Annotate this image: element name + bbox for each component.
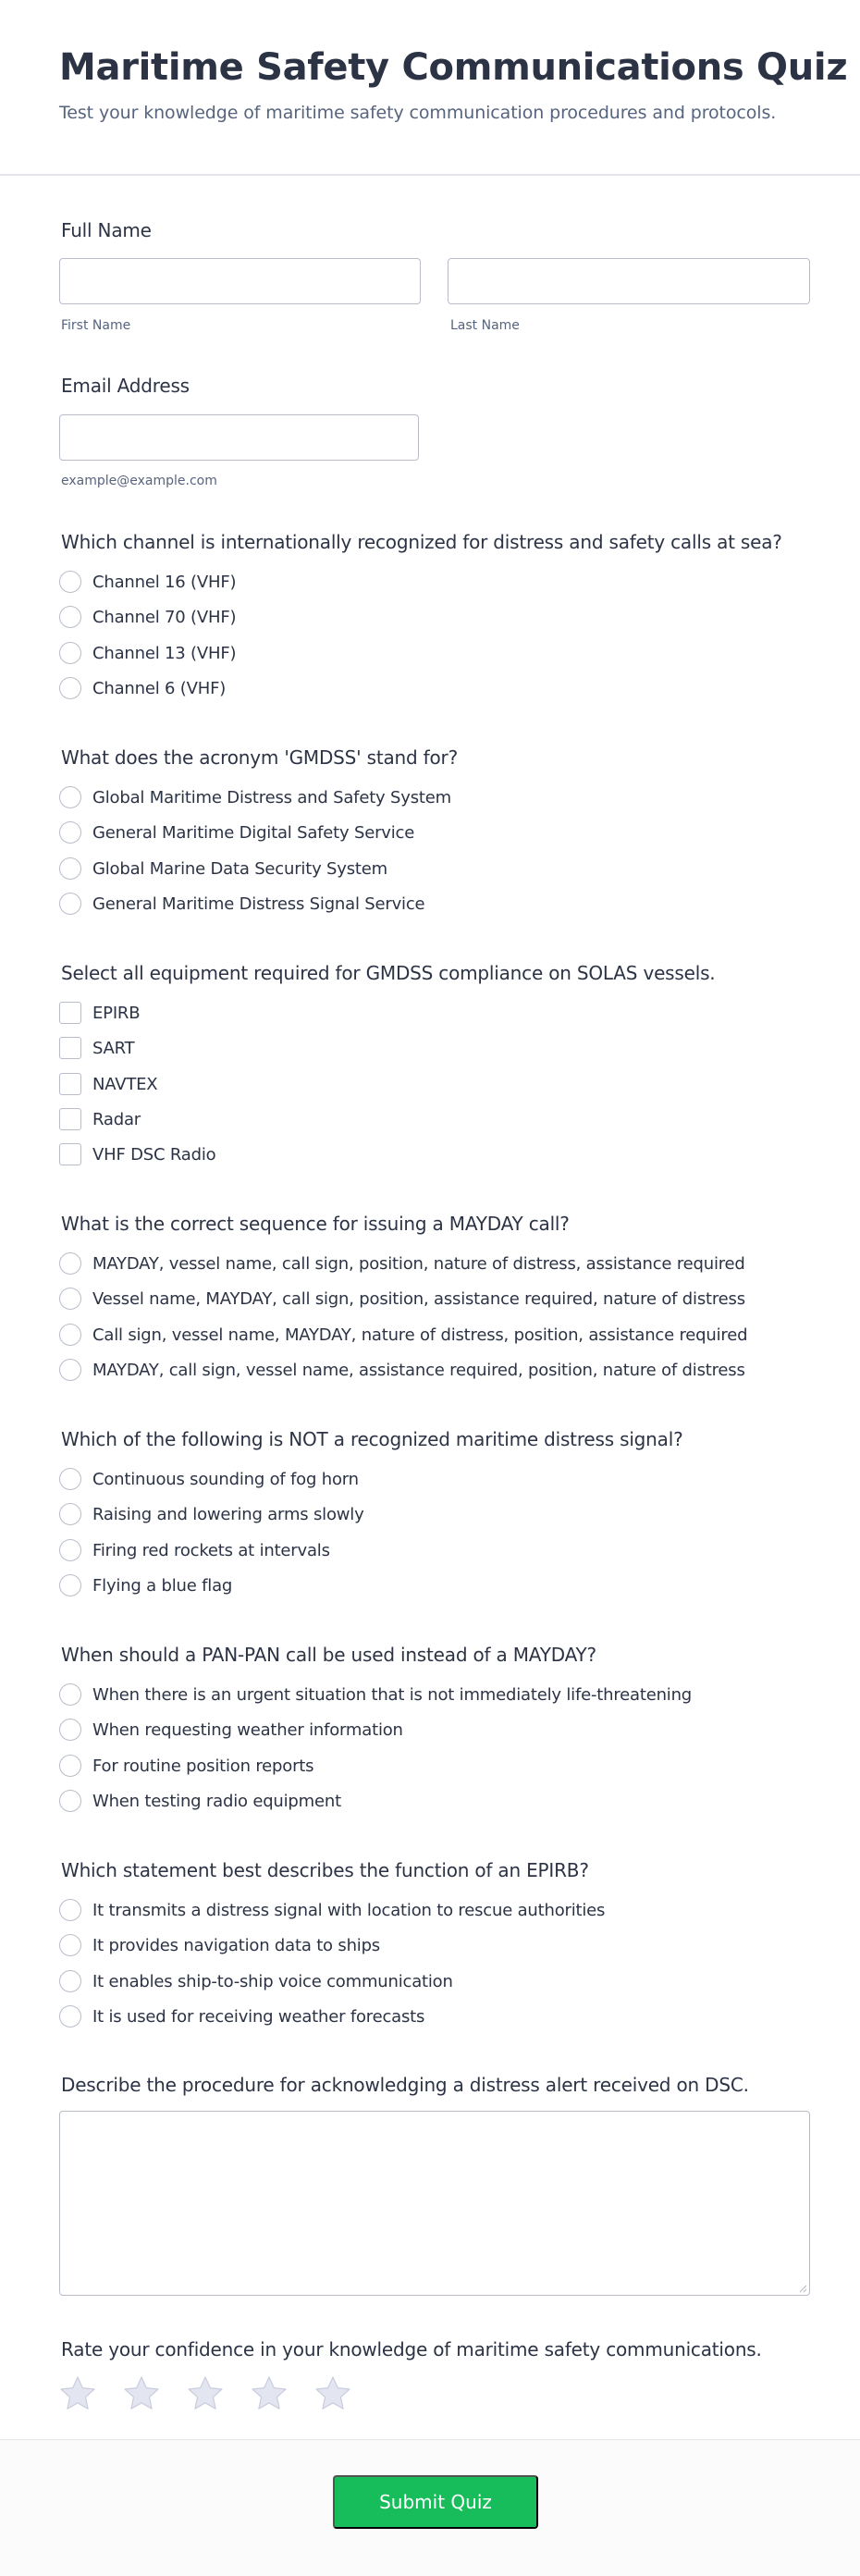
radio-button[interactable] [59, 642, 81, 664]
question-7-option[interactable] [59, 1897, 605, 1923]
option-label: Channel 70 (VHF) [92, 607, 237, 627]
option-label: MAYDAY, call sign, vessel name, assistance required, position, nature of distress [92, 1360, 745, 1380]
question-6-option[interactable] [59, 1788, 341, 1814]
question-5-option[interactable] [59, 1501, 364, 1527]
option-label: It transmits a distress signal with location to rescue authorities [92, 1900, 606, 1920]
question-1-option[interactable] [59, 640, 236, 666]
checkbox[interactable] [59, 1037, 81, 1059]
option-label: NAVTEX [92, 1074, 158, 1094]
option-label: It is used for receiving weather forecasts [92, 2006, 425, 2027]
question-6-option[interactable] [59, 1717, 403, 1743]
last-name-input[interactable] [448, 258, 810, 304]
page-title: Maritime Safety Communications Quiz [59, 46, 848, 89]
submit-button[interactable]: Submit Quiz [333, 2475, 538, 2529]
question-3-option[interactable] [59, 1000, 140, 1026]
question-3-option[interactable] [59, 1106, 141, 1132]
question-6-label: When should a PAN-PAN call be used instead of a MAYDAY? [61, 1644, 596, 1666]
question-7-option[interactable] [59, 2003, 424, 2029]
option-label: EPIRB [92, 1003, 141, 1023]
checkbox[interactable] [59, 1143, 81, 1165]
radio-button[interactable] [59, 1468, 81, 1490]
question-7-label: Which statement best describes the function of an EPIRB? [61, 1859, 589, 1881]
radio-button[interactable] [59, 1288, 81, 1310]
radio-button[interactable] [59, 2005, 81, 2028]
checkbox[interactable] [59, 1002, 81, 1024]
checkbox[interactable] [59, 1073, 81, 1095]
question-5-option[interactable] [59, 1466, 359, 1492]
option-label: Channel 16 (VHF) [92, 572, 237, 592]
question-2-option[interactable] [59, 784, 451, 810]
radio-button[interactable] [59, 857, 81, 880]
radio-button[interactable] [59, 1683, 81, 1706]
first-name-sublabel: First Name [61, 318, 131, 333]
option-label: When requesting weather information [92, 1719, 403, 1740]
question-2-option[interactable] [59, 820, 414, 845]
question-4-option[interactable] [59, 1357, 745, 1383]
option-label: MAYDAY, vessel name, call sign, position, nature of distress, assistance required [92, 1253, 745, 1274]
option-label: Channel 6 (VHF) [92, 678, 227, 698]
checkbox[interactable] [59, 1108, 81, 1130]
option-label: SART [92, 1038, 135, 1058]
email-sublabel: example@example.com [61, 474, 217, 488]
radio-button[interactable] [59, 1359, 81, 1381]
question-1-option[interactable] [59, 675, 226, 701]
form-footer [0, 2439, 860, 2576]
radio-button[interactable] [59, 1539, 81, 1561]
first-name-input[interactable] [59, 258, 421, 304]
radio-button[interactable] [59, 1324, 81, 1346]
dsc-answer-textarea[interactable] [59, 2111, 810, 2296]
star-icon[interactable] [59, 2375, 96, 2412]
question-5-label: Which of the following is NOT a recognized maritime distress signal? [61, 1428, 683, 1450]
star-icon[interactable] [314, 2375, 351, 2412]
radio-button[interactable] [59, 1790, 81, 1812]
radio-button[interactable] [59, 606, 81, 628]
option-label: VHF DSC Radio [92, 1144, 216, 1165]
option-label: When there is an urgent situation that is not immediately life-threatening [92, 1684, 693, 1705]
radio-button[interactable] [59, 1899, 81, 1921]
question-1-label: Which channel is internationally recognized for distress and safety calls at sea? [61, 531, 782, 553]
question-4-option[interactable] [59, 1322, 747, 1348]
question-6-option[interactable] [59, 1682, 692, 1707]
radio-button[interactable] [59, 677, 81, 699]
option-label: Global Maritime Distress and Safety System [92, 787, 451, 807]
option-label: Flying a blue flag [92, 1575, 233, 1596]
radio-button[interactable] [59, 1252, 81, 1275]
option-label: It provides navigation data to ships [92, 1935, 380, 1955]
email-input[interactable] [59, 414, 419, 461]
option-label: General Maritime Digital Safety Service [92, 822, 415, 843]
radio-button[interactable] [59, 1503, 81, 1525]
form-header [0, 0, 860, 176]
option-label: General Maritime Distress Signal Service [92, 894, 425, 914]
question-3-option[interactable] [59, 1071, 157, 1097]
resize-handle-icon[interactable] [798, 2284, 807, 2293]
radio-button[interactable] [59, 1719, 81, 1741]
option-label: For routine position reports [92, 1756, 314, 1776]
radio-button[interactable] [59, 786, 81, 808]
radio-button[interactable] [59, 821, 81, 844]
question-1-option[interactable] [59, 604, 236, 630]
question-1-option[interactable] [59, 569, 236, 595]
option-label: Call sign, vessel name, MAYDAY, nature of distress, position, assistance required [92, 1325, 748, 1345]
option-label: It enables ship-to-ship voice communication [92, 1971, 453, 1991]
question-2-option[interactable] [59, 856, 387, 881]
option-label: Radar [92, 1109, 141, 1129]
question-2-option[interactable] [59, 891, 424, 917]
question-3-option[interactable] [59, 1035, 134, 1061]
radio-button[interactable] [59, 893, 81, 915]
radio-button[interactable] [59, 1934, 81, 1956]
question-2-label: What does the acronym 'GMDSS' stand for? [61, 746, 458, 769]
dsc-question-label: Describe the procedure for acknowledging a distress alert received on DSC. [61, 2074, 749, 2096]
option-label: When testing radio equipment [92, 1791, 341, 1811]
last-name-sublabel: Last Name [450, 318, 520, 333]
star-icon[interactable] [187, 2375, 224, 2412]
question-4-option[interactable] [59, 1251, 745, 1276]
question-3-label: Select all equipment required for GMDSS compliance on SOLAS vessels. [61, 962, 716, 984]
question-3-option[interactable] [59, 1141, 215, 1167]
radio-button[interactable] [59, 1755, 81, 1777]
rating-label: Rate your confidence in your knowledge of maritime safety communications. [61, 2338, 762, 2360]
radio-button[interactable] [59, 571, 81, 593]
option-label: Continuous sounding of fog horn [92, 1469, 359, 1489]
question-7-option[interactable] [59, 1968, 453, 1994]
question-7-option[interactable] [59, 1932, 380, 1958]
question-4-label: What is the correct sequence for issuing a MAYDAY call? [61, 1213, 570, 1235]
star-icon[interactable] [251, 2375, 288, 2412]
option-label: Channel 13 (VHF) [92, 643, 237, 663]
page-subtitle: Test your knowledge of maritime safety communication procedures and protocols. [59, 103, 777, 123]
email-label: Email Address [61, 375, 190, 397]
option-label: Vessel name, MAYDAY, call sign, position, assistance required, nature of distress [92, 1288, 745, 1309]
question-5-option[interactable] [59, 1537, 330, 1563]
option-label: Firing red rockets at intervals [92, 1540, 330, 1560]
radio-button[interactable] [59, 1574, 81, 1596]
option-label: Raising and lowering arms slowly [92, 1504, 364, 1524]
option-label: Global Marine Data Security System [92, 858, 387, 879]
full-name-label: Full Name [61, 219, 152, 241]
radio-button[interactable] [59, 1970, 81, 1992]
question-5-option[interactable] [59, 1572, 232, 1598]
question-4-option[interactable] [59, 1286, 745, 1312]
star-icon[interactable] [123, 2375, 160, 2412]
question-6-option[interactable] [59, 1753, 313, 1779]
